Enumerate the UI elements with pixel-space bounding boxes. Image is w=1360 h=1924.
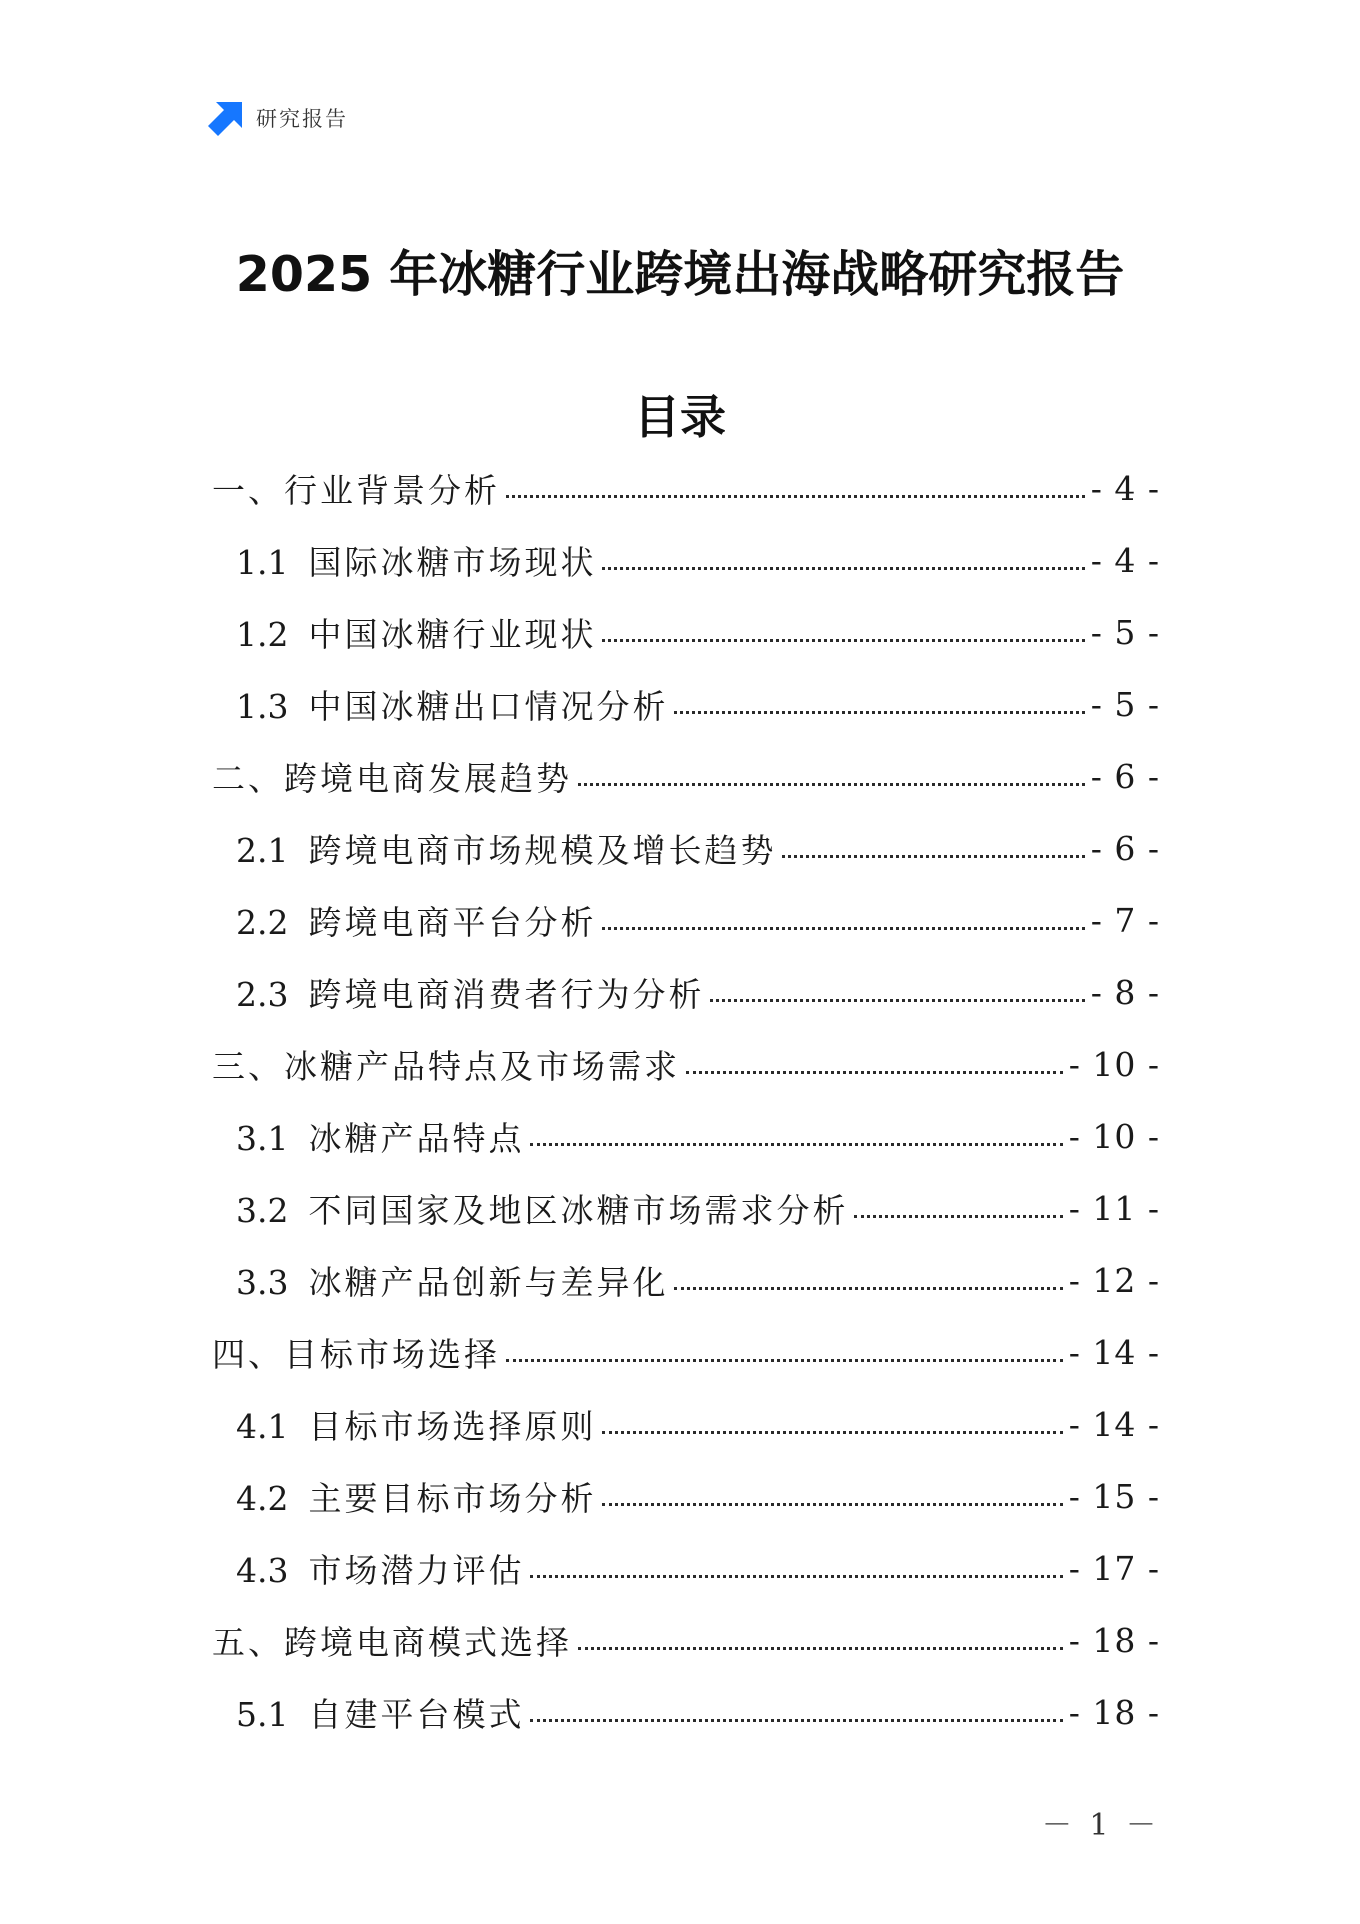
toc-entry-label: 不同国家及地区冰糖市场需求分析	[308, 1190, 849, 1230]
toc-entry-number: 4.2	[236, 1478, 289, 1518]
toc-subsection-entry[interactable]	[212, 596, 1160, 668]
toc-entry-label: 市场潜力评估	[308, 1550, 525, 1590]
toc-section-entry[interactable]	[212, 1028, 1160, 1100]
toc-section-entry[interactable]	[212, 740, 1160, 812]
toc-page-number: - 7 -	[1090, 900, 1160, 940]
toc-entry-label: 中国冰糖出口情况分析	[308, 686, 669, 726]
toc-dot-leader	[578, 1647, 1063, 1650]
toc-entry-title	[236, 897, 596, 944]
toc-entry-title	[236, 825, 776, 872]
toc-subsection-entry[interactable]	[212, 524, 1160, 596]
toc-entry-label: 冰糖产品创新与差异化	[308, 1262, 669, 1302]
toc-dot-leader	[602, 1503, 1062, 1506]
toc-page-number: - 18 -	[1068, 1692, 1160, 1732]
toc-page-number: - 6 -	[1090, 828, 1160, 868]
toc-dot-leader	[578, 783, 1085, 786]
toc-dot-leader	[530, 1575, 1062, 1578]
toc-entry-label: 跨境电商平台分析	[308, 902, 597, 942]
toc-entry-title	[236, 681, 668, 728]
toc-entry-title	[236, 969, 704, 1016]
toc-entry-number: 2.2	[236, 902, 289, 942]
toc-entry-title	[212, 1329, 500, 1376]
toc-subsection-entry[interactable]	[212, 812, 1160, 884]
toc-page-number: - 18 -	[1068, 1620, 1160, 1660]
toc-dot-leader	[602, 567, 1084, 570]
toc-entry-number: 1.3	[236, 686, 289, 726]
toc-entry-number: 4.1	[236, 1406, 289, 1446]
toc-entry-title	[236, 1473, 596, 1520]
toc-subsection-entry[interactable]	[212, 1388, 1160, 1460]
toc-entry-number: 3.2	[236, 1190, 289, 1230]
toc-dot-leader	[602, 639, 1084, 642]
toc-entry-title	[212, 465, 500, 512]
toc-entry-label: 五、跨境电商模式选择	[212, 1622, 572, 1662]
toc-entry-number: 3.3	[236, 1262, 289, 1302]
toc-dot-leader	[530, 1143, 1062, 1146]
toc-page-number: - 11 -	[1068, 1188, 1160, 1228]
toc-entry-title	[236, 1113, 524, 1160]
toc-entry-label: 三、冰糖产品特点及市场需求	[212, 1046, 680, 1086]
brand-label: 研究报告	[256, 107, 348, 131]
toc-page-number: - 12 -	[1068, 1260, 1160, 1300]
toc-subsection-entry[interactable]	[212, 668, 1160, 740]
toc-heading: 目录	[634, 390, 726, 444]
toc-page-number: - 15 -	[1068, 1476, 1160, 1516]
table-of-contents	[212, 452, 1160, 1748]
toc-dot-leader	[710, 999, 1084, 1002]
toc-entry-number: 5.1	[236, 1694, 289, 1734]
toc-entry-label: 一、行业背景分析	[212, 470, 500, 510]
toc-dot-leader	[506, 1359, 1063, 1362]
toc-page-number: - 4 -	[1090, 468, 1160, 508]
toc-dot-leader	[506, 495, 1085, 498]
toc-subsection-entry[interactable]	[212, 1100, 1160, 1172]
toc-entry-title	[212, 1617, 572, 1664]
toc-dot-leader	[674, 1287, 1062, 1290]
toc-page-number: - 4 -	[1090, 540, 1160, 580]
toc-entry-number: 2.3	[236, 974, 289, 1014]
toc-entry-title	[236, 1401, 596, 1448]
toc-section-entry[interactable]	[212, 1604, 1160, 1676]
toc-page-number: - 5 -	[1090, 612, 1160, 652]
toc-entry-number: 1.2	[236, 614, 289, 654]
toc-entry-number: 1.1	[236, 542, 289, 582]
toc-entry-label: 中国冰糖行业现状	[308, 614, 597, 654]
toc-page-number: - 14 -	[1068, 1404, 1160, 1444]
toc-page-number: - 6 -	[1090, 756, 1160, 796]
toc-entry-label: 国际冰糖市场现状	[308, 542, 597, 582]
toc-entry-label: 目标市场选择原则	[308, 1406, 597, 1446]
toc-entry-number: 2.1	[236, 830, 289, 870]
toc-entry-label: 跨境电商消费者行为分析	[308, 974, 705, 1014]
toc-entry-title	[236, 1545, 524, 1592]
toc-entry-label: 冰糖产品特点	[308, 1118, 525, 1158]
toc-page-number: - 5 -	[1090, 684, 1160, 724]
toc-subsection-entry[interactable]	[212, 1172, 1160, 1244]
toc-entry-title	[236, 1689, 524, 1736]
toc-page-number: - 17 -	[1068, 1548, 1160, 1588]
toc-entry-label: 二、跨境电商发展趋势	[212, 758, 572, 798]
header-brand	[208, 100, 348, 136]
toc-entry-label: 主要目标市场分析	[308, 1478, 597, 1518]
toc-dot-leader	[854, 1215, 1062, 1218]
toc-entry-label: 自建平台模式	[308, 1694, 525, 1734]
toc-entry-label: 四、目标市场选择	[212, 1334, 500, 1374]
toc-page-number: - 10 -	[1068, 1044, 1160, 1084]
toc-entry-number: 3.1	[236, 1118, 289, 1158]
toc-dot-leader	[686, 1071, 1063, 1074]
toc-entry-title	[212, 1041, 680, 1088]
toc-dot-leader	[674, 711, 1084, 714]
toc-entry-title	[236, 1257, 668, 1304]
toc-subsection-entry[interactable]	[212, 1532, 1160, 1604]
toc-dot-leader	[782, 855, 1084, 858]
brand-arrow-icon	[208, 100, 244, 136]
toc-subsection-entry[interactable]	[212, 1244, 1160, 1316]
toc-entry-title	[236, 609, 596, 656]
toc-section-entry[interactable]	[212, 1316, 1160, 1388]
toc-entry-title	[236, 1185, 848, 1232]
toc-dot-leader	[530, 1719, 1062, 1722]
toc-page-number: - 10 -	[1068, 1116, 1160, 1156]
toc-entry-number: 4.3	[236, 1550, 289, 1590]
toc-subsection-entry[interactable]	[212, 1460, 1160, 1532]
toc-subsection-entry[interactable]	[212, 956, 1160, 1028]
toc-entry-label: 跨境电商市场规模及增长趋势	[308, 830, 777, 870]
toc-dot-leader	[602, 1431, 1062, 1434]
toc-entry-title	[236, 537, 596, 584]
toc-page-number: - 14 -	[1068, 1332, 1160, 1372]
toc-subsection-entry[interactable]	[212, 1676, 1160, 1748]
document-title: 2025 年冰糖行业跨境出海战略研究报告	[235, 246, 1125, 303]
toc-entry-title	[212, 753, 572, 800]
toc-section-entry[interactable]	[212, 452, 1160, 524]
page-number: － 1 －	[1041, 1808, 1160, 1843]
toc-page-number: - 8 -	[1090, 972, 1160, 1012]
toc-subsection-entry[interactable]	[212, 884, 1160, 956]
toc-dot-leader	[602, 927, 1084, 930]
